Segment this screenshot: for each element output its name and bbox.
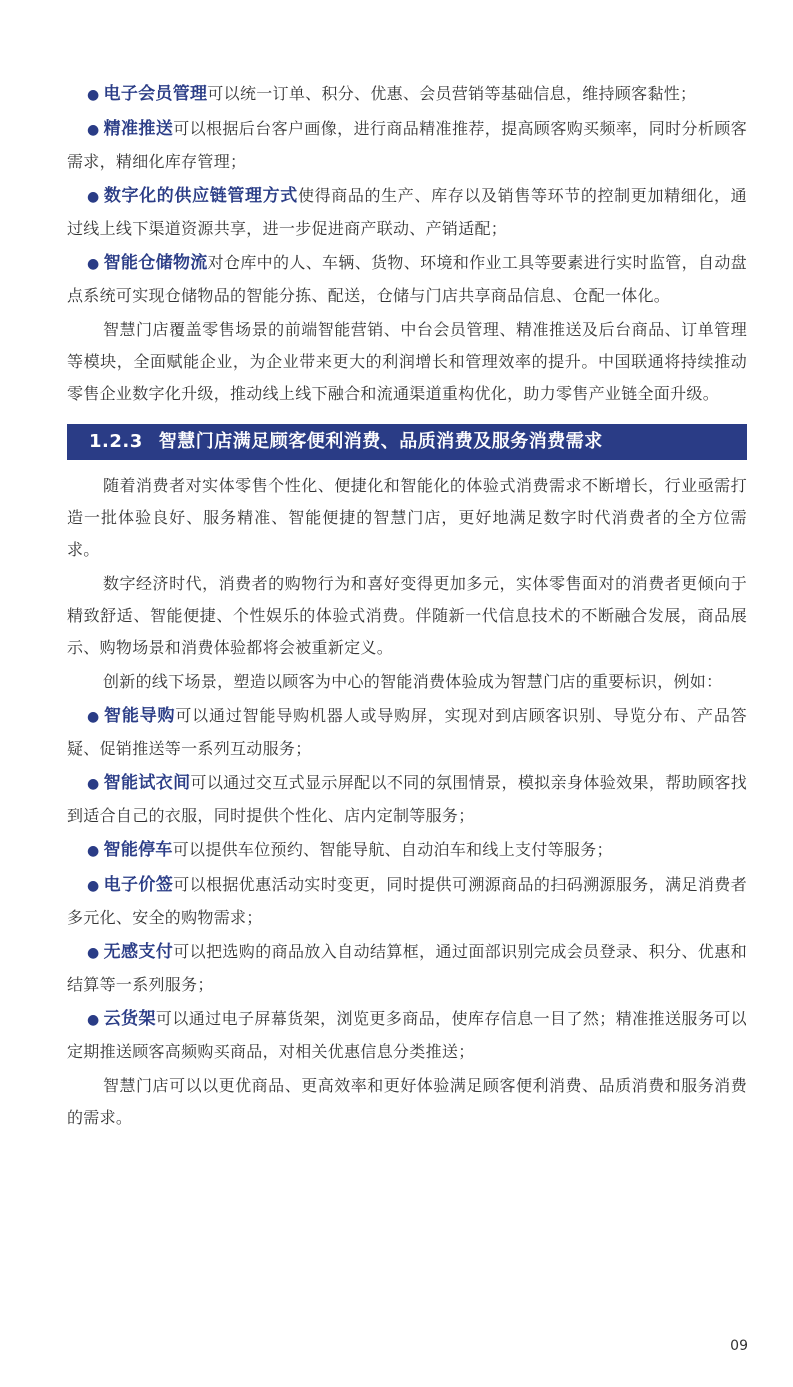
bullet-dot-icon: ● <box>87 256 100 272</box>
bullet-text: 可以根据后台客户画像，进行商品精准推荐，提高顾客购买频率，同时分析顾客需求，精细化库存管理； <box>67 119 747 171</box>
bullet-text: 可以提供车位预约、智能导航、自动泊车和线上支付等服务； <box>172 840 613 859</box>
bullet-term: 智能仓储物流 <box>103 253 208 273</box>
bullet-dot-icon: ● <box>87 1012 100 1028</box>
bullet-item <box>67 78 747 111</box>
bullet-dot-icon: ● <box>87 945 100 961</box>
bullet-term: 无感支付 <box>103 942 174 962</box>
bullet-item <box>67 700 747 765</box>
body-paragraph: 随着消费者对实体零售个性化、便捷化和智能化的体验式消费需求不断增长，行业亟需打造一批体验良好、服务精准、智能便捷的智慧门店，更好地满足数字时代消费者的全方位需求。 <box>67 476 747 559</box>
bullet-item <box>67 180 747 245</box>
body-paragraph: 创新的线下场景，塑造以顾客为中心的智能消费体验成为智慧门店的重要标识，例如： <box>103 672 723 691</box>
bullet-term: 电子会员管理 <box>103 84 208 104</box>
bullet-item <box>67 1003 747 1068</box>
body-paragraph: 数字经济时代，消费者的购物行为和喜好变得更加多元，实体零售面对的消费者更倾向于精致舒适、智能便捷、个性娱乐的体验式消费。伴随新一代信息技术的不断融合发展，商品展示、购物场景和消费体验都将会被重新定义。 <box>67 574 747 657</box>
page-content <box>67 78 747 1136</box>
bullet-item <box>67 869 747 934</box>
bullet-term: 电子价签 <box>103 875 174 895</box>
bullet-term: 智能试衣间 <box>103 773 191 793</box>
bullet-text: 可以把选购的商品放入自动结算框，通过面部识别完成会员登录、积分、优惠和结算等一系列服务； <box>67 942 747 994</box>
bullet-term: 智能停车 <box>103 840 173 860</box>
bullet-term: 数字化的供应链管理方式 <box>103 186 298 206</box>
bullet-dot-icon: ● <box>87 878 100 894</box>
bullet-text: 可以通过交互式显示屏配以不同的氛围情景，模拟亲身体验效果，帮助顾客找到适合自己的衣服，同时提供个性化、店内定制等服务； <box>67 773 747 825</box>
bullet-text: 可以统一订单、积分、优惠、会员营销等基础信息，维持顾客黏性； <box>207 84 697 103</box>
bullet-term: 智能导购 <box>104 706 176 726</box>
summary-paragraph: 智慧门店覆盖零售场景的前端智能营销、中台会员管理、精准推送及后台商品、订单管理等模块，全面赋能企业，为企业带来更大的利润增长和管理效率的提升。中国联通将持续推动零售企业数字化升级，推动线上线下融合和流通渠道重构优化，助力零售产业链全面升级。 <box>67 320 747 403</box>
bullet-dot-icon: ● <box>87 709 101 725</box>
bullet-dot-icon: ● <box>87 87 100 103</box>
bullet-item <box>67 113 747 178</box>
bullet-dot-icon: ● <box>87 843 100 859</box>
section-heading <box>67 424 747 460</box>
bullet-term: 精准推送 <box>103 119 174 139</box>
page-number: 09 <box>730 1338 748 1354</box>
bullet-dot-icon: ● <box>87 776 100 792</box>
bullet-item <box>67 834 747 867</box>
bullet-text: 可以通过电子屏幕货架，浏览更多商品，使库存信息一目了然；精准推送服务可以定期推送顾客高频购买商品，对相关优惠信息分类推送； <box>67 1009 747 1061</box>
bullet-item <box>67 247 747 312</box>
bullet-item <box>67 767 747 832</box>
section-title: 智慧门店满足顾客便利消费、品质消费及服务消费需求 <box>158 431 603 452</box>
bullet-text: 使得商品的生产、库存以及销售等环节的控制更加精细化，通过线上线下渠道资源共享，进一步促进商产联动、产销适配； <box>67 186 747 238</box>
section-number: 1.2.3 <box>89 431 143 452</box>
bullet-dot-icon: ● <box>87 122 100 138</box>
bullet-text: 对仓库中的人、车辆、货物、环境和作业工具等要素进行实时监管，自动盘点系统可实现仓储物品的智能分拣、配送，仓储与门店共享商品信息、仓配一体化。 <box>67 253 747 305</box>
bullet-item <box>67 936 747 1001</box>
bullet-dot-icon: ● <box>87 189 100 205</box>
closing-paragraph: 智慧门店可以以更优商品、更高效率和更好体验满足顾客便利消费、品质消费和服务消费的需求。 <box>67 1076 747 1127</box>
bullet-text: 可以根据优惠活动实时变更，同时提供可溯源商品的扫码溯源服务，满足消费者多元化、安全的购物需求； <box>67 875 747 927</box>
bullet-text: 可以通过智能导购机器人或导购屏，实现对到店顾客识别、导览分布、产品答疑、促销推送等一系列互动服务； <box>67 706 747 758</box>
bullet-term: 云货架 <box>103 1009 156 1029</box>
